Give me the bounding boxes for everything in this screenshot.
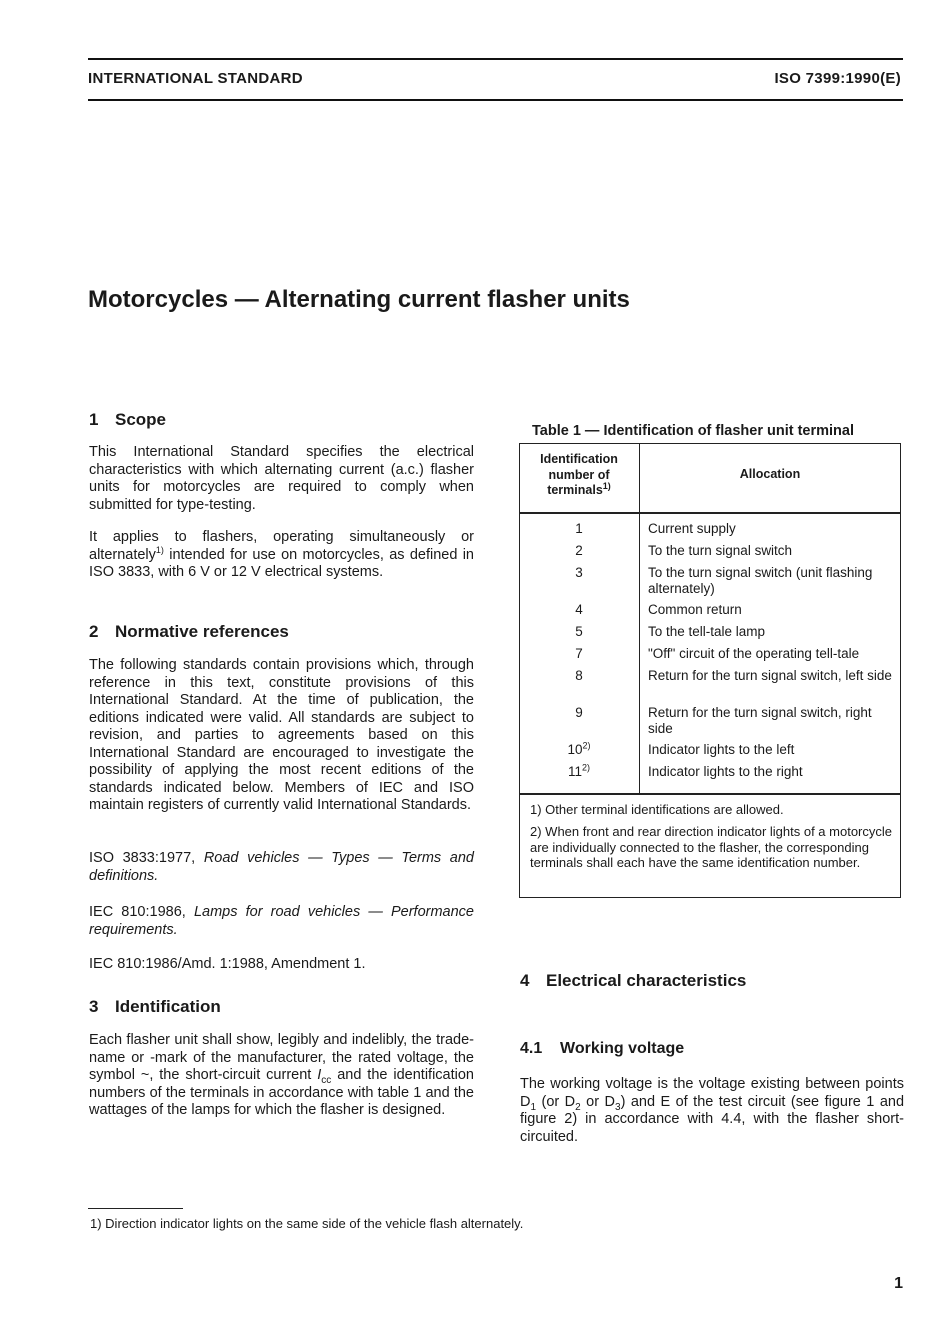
terminal-allocation: Current supply: [648, 521, 736, 536]
terminal-number: [520, 742, 638, 758]
terminal-number: 2: [575, 543, 583, 558]
terminal-number: 7: [575, 646, 583, 661]
header-rule-top: [88, 58, 903, 60]
document-type: INTERNATIONAL STANDARD: [88, 70, 303, 87]
table-column-divider: [639, 443, 640, 793]
terminal-allocation: Indicator lights to the right: [648, 764, 803, 779]
section-title: Electrical characteristics: [546, 971, 747, 990]
header-rule-bottom: [88, 99, 903, 101]
section-1-heading: [89, 410, 474, 430]
table-header-divider: [519, 512, 901, 514]
symbol-i: I: [317, 1067, 322, 1083]
scope-paragraph-1: This International Standard specifies the electrical characteristics with which alternating current (a.c.) flasher units for motorcycles are required to comply when submitted for type-testing.: [89, 444, 474, 513]
text-run: intended for use on motorcycles, as defined in ISO 3833, with 6 V or 12 V electrical systems.: [89, 546, 474, 580]
number-text: 11: [567, 764, 582, 779]
section-title: Working voltage: [560, 1040, 685, 1057]
page-number: 1: [894, 1275, 903, 1292]
text-run: It applies to flashers, operating simultaneously or alternately: [89, 529, 474, 563]
number-text: 10: [567, 742, 583, 757]
footnote-ref: 1): [155, 544, 164, 555]
header-line: number of: [548, 467, 610, 482]
footnote-rule: [88, 1208, 183, 1209]
terminal-number: 1: [575, 521, 583, 536]
reference-code: IEC 810:1986,: [89, 904, 194, 920]
header-line: [522, 480, 636, 499]
terminal-allocation: Indicator lights to the left: [648, 742, 795, 757]
reference-iso-3833: [89, 850, 474, 885]
terminal-allocation: Common return: [648, 602, 742, 617]
terminal-allocation: To the turn signal switch (unit flashing alternately): [648, 565, 873, 596]
table-footnote-1: 1) Other terminal identifications are allowed.: [530, 802, 784, 817]
table-header-identification: [522, 452, 636, 499]
footnote-ref: 1): [602, 480, 611, 491]
terminal-number: 4: [575, 602, 583, 617]
reference-code: ISO 3833:1977,: [89, 850, 204, 866]
scope-paragraph-2: [89, 529, 474, 582]
header-text: terminals: [547, 483, 603, 497]
working-voltage-paragraph: [520, 1076, 904, 1146]
terminal-number: 9: [575, 705, 583, 720]
text-run: or D: [580, 1093, 615, 1110]
section-4-1-heading: [520, 1040, 904, 1058]
table-footnote-divider: [519, 793, 901, 795]
terminal-allocation: To the turn signal switch: [648, 543, 793, 558]
text-run: ) and E of the test circuit (see figure 1 and figure 2) in accordance with 4.4, with the flasher short-circuited.: [520, 1093, 905, 1145]
terminal-allocation: "Off" circuit of the operating tell-tale: [648, 646, 860, 661]
terminal-allocation: Return for the turn signal switch, right side: [648, 705, 872, 736]
section-3-heading: [89, 997, 474, 1017]
terminal-number: 3: [575, 565, 583, 580]
section-title: Identification: [115, 997, 221, 1016]
text-run: and the identification numbers of the terminals in accordance with table 1 and the wattages of the lamps for which the flasher is designed.: [89, 1067, 474, 1118]
identification-paragraph: [89, 1032, 474, 1120]
terminal-number: 8: [575, 668, 583, 683]
reference-iec-810-amendment: IEC 810:1986/Amd. 1:1988, Amendment 1.: [89, 956, 366, 972]
section-title: Scope: [115, 410, 167, 429]
reference-title: Road vehicles — Types — Terms and definitions.: [89, 850, 474, 884]
terminal-number: [520, 764, 638, 780]
table-1-caption: Table 1 — Identification of flasher unit terminal: [532, 423, 854, 439]
table-footnote-2: 2) When front and rear direction indicator lights of a motorcycle are individually connected to the flasher, the corresponding terminals shall each have the same identification number.: [530, 824, 893, 870]
section-number: 4: [520, 971, 530, 990]
header-line: Identification: [540, 452, 618, 466]
text-run: Each flasher unit shall show, legibly and indelibly, the trade-name or -mark of the manufacturer, the rated voltage, the symbol ~, the short-circuit current: [89, 1032, 474, 1083]
section-number: 4.1: [520, 1040, 543, 1057]
terminal-number: 5: [575, 624, 583, 639]
subscript: 1: [530, 1101, 537, 1113]
document-number: ISO 7399:1990(E): [774, 70, 901, 87]
page-footnote: 1) Direction indicator lights on the same side of the vehicle flash alternately.: [90, 1216, 524, 1231]
text-run: The working voltage is the voltage existing between points D: [520, 1076, 904, 1110]
subscript: 3: [615, 1101, 621, 1113]
section-title: Normative references: [115, 622, 289, 641]
footnote-ref: 2): [582, 740, 591, 751]
section-4-heading: [520, 971, 904, 991]
normative-references-paragraph: The following standards contain provisions which, through reference in this text, constitute provisions of this International Standard. At the time of publication, the editions indicated were valid. All standards are subject to revision, and parties to agreements based on this International Standard are encouraged to investigate the possibility of applying the most recent editions of the standards indicated below. Members of IEC and ISO maintain registers of currently valid International Standards.: [89, 657, 474, 813]
section-2-heading: [89, 622, 474, 642]
terminal-allocation: To the tell-tale lamp: [648, 624, 766, 639]
subscript: cc: [321, 1074, 332, 1086]
section-number: 3: [89, 997, 99, 1016]
footnote-ref: 2): [582, 762, 591, 773]
text-run: (or D: [536, 1093, 576, 1110]
section-number: 1: [89, 410, 99, 429]
reference-title: Lamps for road vehicles — Performance requirements.: [89, 904, 474, 938]
table-header-allocation: Allocation: [739, 467, 801, 481]
page-title: Motorcycles — Alternating current flasher units: [88, 286, 630, 313]
reference-iec-810: [89, 904, 474, 939]
section-number: 2: [89, 622, 99, 641]
terminal-allocation: Return for the turn signal switch, left side: [648, 668, 892, 683]
subscript: 2: [575, 1101, 581, 1113]
